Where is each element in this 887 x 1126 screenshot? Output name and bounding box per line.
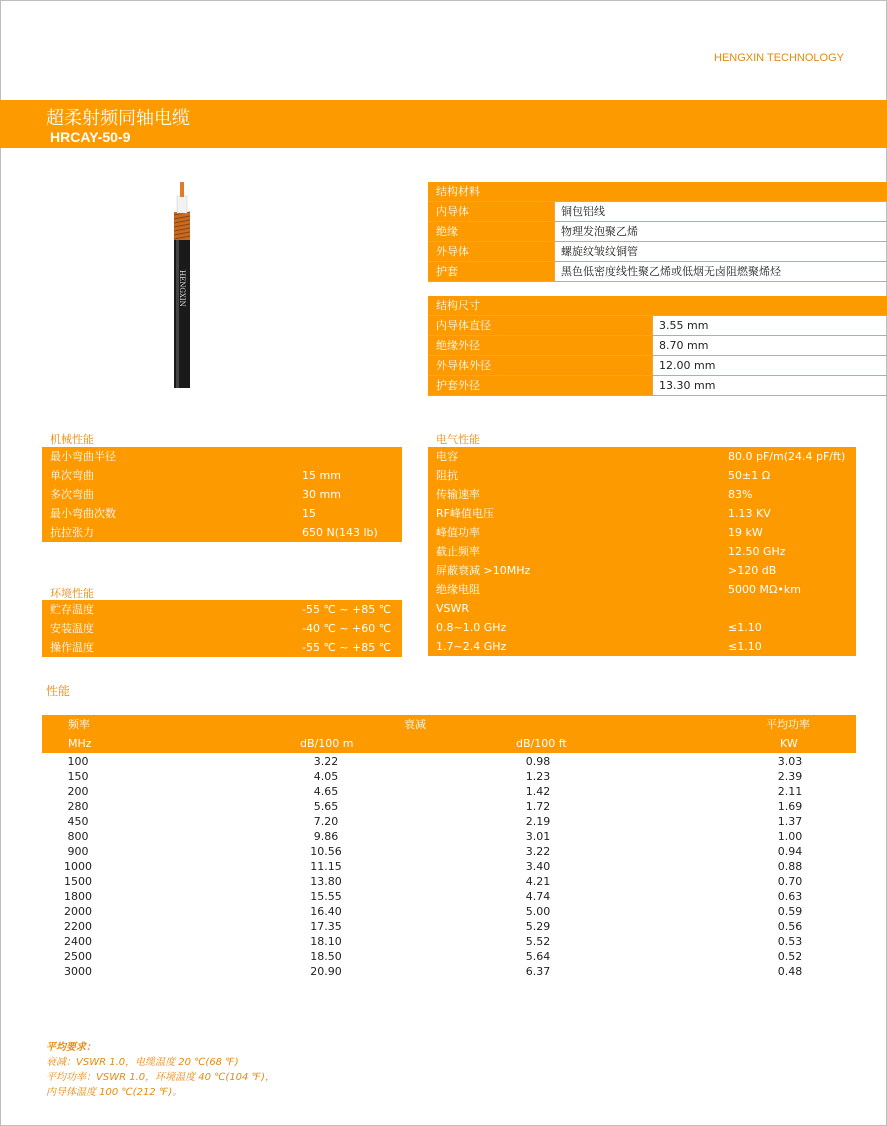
cable-image [150,178,220,388]
freq-cell: 900 [67,845,89,858]
table-row [42,466,402,485]
row-label: 外导体外径 [428,356,652,375]
row-value: 螺旋纹皱纹铜管 [554,242,887,261]
power-cell: 1.37 [777,815,803,828]
row-label: 内导体直径 [428,316,652,335]
db-ft-cell: 1.42 [525,785,551,798]
row-label: 绝缘外径 [428,336,652,355]
structure-dims-table [428,296,887,396]
freq-cell: 1000 [64,860,92,873]
db-m-cell: 13.80 [310,875,342,888]
row-value: 12.50 GHz [728,545,786,558]
table-row [42,859,856,874]
db-m-cell: 20.90 [310,965,342,978]
power-cell: 1.69 [777,800,803,813]
row-value: 13.30 mm [652,376,887,395]
db-ft-cell: 0.98 [525,755,551,768]
db-ft-cell: 5.29 [525,920,551,933]
freq-cell: 450 [67,815,89,828]
row-value: 83% [728,488,753,501]
db-ft-cell: 5.00 [525,905,551,918]
db-m-cell: 15.55 [310,890,342,903]
db-m-cell: 10.56 [310,845,342,858]
row-label: 单次弯曲 [50,469,94,482]
db-ft-cell: 3.40 [525,860,551,873]
table-row [42,829,856,844]
power-cell: 0.59 [777,905,803,918]
power-cell: 1.00 [777,830,803,843]
row-label: RF峰值电压 [436,507,494,520]
row-label: 截止频率 [436,545,480,558]
col-freq: 频率 [68,718,90,731]
table-row [42,934,856,949]
row-value: 19 kW [728,526,763,539]
table-row [428,580,856,599]
freq-cell: 2500 [64,950,92,963]
table-row [42,754,856,769]
mechanical-title: 机械性能 [50,433,94,446]
power-cell: 2.11 [777,785,803,798]
electrical-title: 电气性能 [436,433,480,446]
row-label: 绝缘电阻 [436,583,480,596]
freq-cell: 1800 [64,890,92,903]
brand-name: HENGXIN TECHNOLOGY [714,52,844,64]
row-label: 峰值功率 [436,526,480,539]
row-label: 内导体 [428,202,554,221]
freq-cell: 150 [67,770,89,783]
table-header [428,296,887,316]
row-label: 贮存温度 [50,603,94,616]
table-row [42,485,402,504]
db-m-cell: 18.10 [310,935,342,948]
freq-cell: 200 [67,785,89,798]
db-ft-cell: 5.64 [525,950,551,963]
power-cell: 0.63 [777,890,803,903]
row-label: 屏蔽衰减 >10MHz [436,564,531,577]
table-row [428,637,856,656]
table-row [42,889,856,904]
table-row [42,814,856,829]
row-value: 1.13 KV [728,507,771,520]
row-label: VSWR [436,602,470,615]
db-m-cell: 17.35 [310,920,342,933]
row-label: 1.7~2.4 GHz [436,640,507,653]
row-label: 电容 [436,450,458,463]
title-banner [0,100,887,148]
row-label: 护套外径 [428,376,652,395]
table-row [428,504,856,523]
db-ft-cell: 5.52 [525,935,551,948]
row-value: 铜包铝线 [554,202,887,221]
table-row [428,561,856,580]
table-title: 结构尺寸 [436,299,480,312]
db-m-cell: 5.65 [313,800,339,813]
unit-db-m: dB/100 m [300,737,354,750]
cable-jacket-highlight [176,238,179,388]
performance-title: 性能 [46,684,71,698]
row-value: 15 mm [302,469,341,482]
row-value: 3.55 mm [652,316,887,335]
table-row [428,202,887,222]
row-label: 阻抗 [436,469,458,482]
db-m-cell: 3.22 [313,755,339,768]
product-title: 超柔射频同轴电缆 [46,108,190,129]
row-value: 物理发泡聚乙烯 [554,222,887,241]
power-cell: 0.53 [777,935,803,948]
row-label: 传输速率 [436,488,480,501]
table-row [428,618,856,637]
performance-rows [42,753,856,979]
freq-cell: 2000 [64,905,92,918]
row-label: 绝缘 [428,222,554,241]
db-ft-cell: 4.74 [525,890,551,903]
row-label: 多次弯曲 [50,488,94,501]
row-value: >120 dB [728,564,777,577]
table-row [42,769,856,784]
db-ft-cell: 1.23 [525,770,551,783]
note-line: 衰减：VSWR 1.0，电缆温度 20 ℃(68 ℉) [46,1057,239,1068]
row-label: 操作温度 [50,641,94,654]
db-m-cell: 16.40 [310,905,342,918]
db-m-cell: 18.50 [310,950,342,963]
table-row [428,485,856,504]
row-label: 最小弯曲半径 [50,450,116,463]
power-cell: 0.88 [777,860,803,873]
table-row [42,504,402,523]
freq-cell: 280 [67,800,89,813]
power-cell: 0.94 [777,845,803,858]
row-value: 5000 MΩ•km [728,583,801,596]
row-value: 80.0 pF/m(24.4 pF/ft) [728,450,846,463]
table-row [42,447,402,466]
row-label: 安装温度 [50,622,94,635]
unit-freq: MHz [68,737,92,750]
row-value: -55 ℃ ~ +85 ℃ [302,641,392,654]
power-cell: 3.03 [777,755,803,768]
row-label: 0.8~1.0 GHz [436,621,507,634]
table-row [42,874,856,889]
table-row [428,336,887,356]
corrugated-outer-conductor [174,212,190,240]
header-row [42,715,856,734]
table-row [42,784,856,799]
table-row [428,447,856,466]
db-m-cell: 9.86 [313,830,339,843]
table-row [428,376,887,396]
col-power: 平均功率 [766,718,810,731]
unit-power: KW [780,737,798,750]
environment-table [42,600,402,657]
table-row [428,356,887,376]
table-row [42,619,402,638]
table-row [428,242,887,262]
row-value: 15 [302,507,316,520]
freq-cell: 1500 [64,875,92,888]
table-row [42,919,856,934]
table-row [42,600,402,619]
table-row [428,542,856,561]
col-atten: 衰减 [404,718,426,731]
db-ft-cell: 3.22 [525,845,551,858]
table-row [428,523,856,542]
notes [46,1040,275,1100]
table-title: 结构材料 [436,185,480,198]
db-ft-cell: 2.19 [525,815,551,828]
db-m-cell: 4.05 [313,770,339,783]
product-model: HRCAY-50-9 [50,129,131,145]
row-value: ≤1.10 [728,621,762,634]
performance-table [42,715,856,979]
table-row [428,222,887,242]
db-m-cell: 4.65 [313,785,339,798]
cable-print-text: HENGXIN [178,270,186,307]
row-value: 30 mm [302,488,341,501]
foam-insulation [177,196,187,213]
row-value: 12.00 mm [652,356,887,375]
power-cell: 0.70 [777,875,803,888]
row-value: 650 N(143 lb) [302,526,378,539]
table-row [428,316,887,336]
row-value: ≤1.10 [728,640,762,653]
structure-material-table [428,182,887,282]
table-header [428,182,887,202]
row-value: 黑色低密度线性聚乙烯或低烟无卤阻燃聚烯烃 [554,262,887,281]
row-label: 最小弯曲次数 [50,507,116,520]
row-value: -40 ℃ ~ +60 ℃ [302,622,392,635]
environment-title: 环境性能 [50,587,94,600]
db-ft-cell: 3.01 [525,830,551,843]
performance-header [42,715,856,753]
inner-conductor [180,182,184,197]
table-row [428,466,856,485]
table-row [428,262,887,282]
db-ft-cell: 6.37 [525,965,551,978]
table-row [42,638,402,657]
power-cell: 0.52 [777,950,803,963]
row-label: 护套 [428,262,554,281]
note-line: 平均功率：VSWR 1.0，环境温度 40 ℃(104 ℉)， [46,1072,276,1083]
db-ft-cell: 4.21 [525,875,551,888]
table-row [428,599,856,618]
freq-cell: 2400 [64,935,92,948]
row-label: 外导体 [428,242,554,261]
row-value: 8.70 mm [652,336,887,355]
row-value: -55 ℃ ~ +85 ℃ [302,603,392,616]
power-cell: 0.48 [777,965,803,978]
db-m-cell: 7.20 [313,815,339,828]
freq-cell: 800 [67,830,89,843]
power-cell: 2.39 [777,770,803,783]
notes-title: 平均要求： [46,1042,96,1053]
row-value: 50±1 Ω [728,469,771,482]
table-row [42,523,402,542]
freq-cell: 2200 [64,920,92,933]
units-row [42,734,856,753]
table-row [42,949,856,964]
table-row [42,844,856,859]
row-label: 抗拉张力 [50,526,94,539]
db-m-cell: 11.15 [310,860,342,873]
power-cell: 0.56 [777,920,803,933]
unit-db-ft: dB/100 ft [516,737,567,750]
mechanical-table [42,447,402,542]
freq-cell: 3000 [64,965,92,978]
electrical-table [428,447,856,656]
note-line: 内导体温度 100 ℃(212 ℉)。 [46,1087,183,1098]
table-row [42,799,856,814]
table-row [42,964,856,979]
db-ft-cell: 1.72 [525,800,551,813]
table-row [42,904,856,919]
freq-cell: 100 [67,755,89,768]
